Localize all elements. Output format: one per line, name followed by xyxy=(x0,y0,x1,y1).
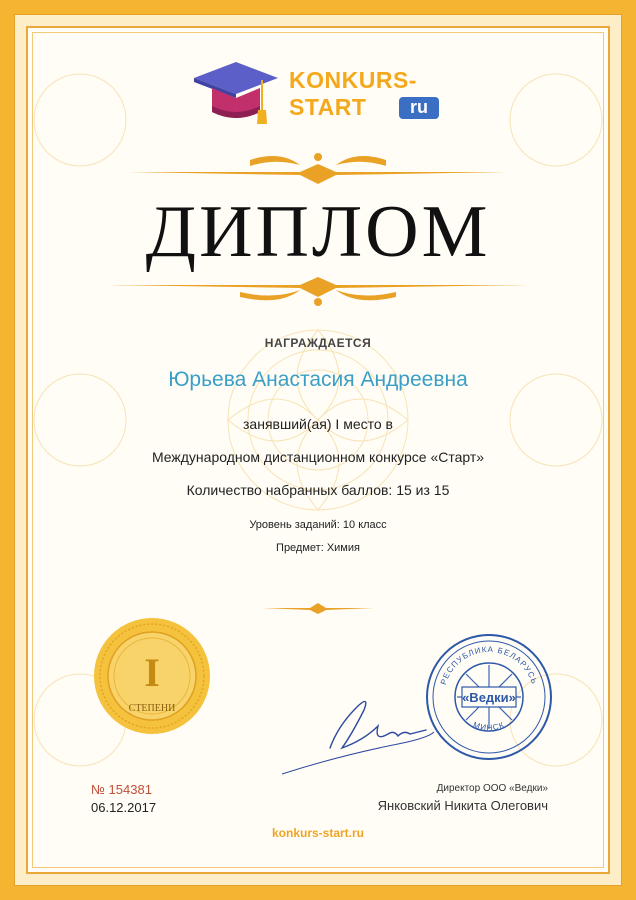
diploma-title: ДИПЛОМ xyxy=(145,191,491,273)
official-stamp xyxy=(424,632,554,762)
diploma-number: № 154381 xyxy=(91,782,152,797)
degree-medal xyxy=(92,616,212,736)
medal-label: СТЕПЕНИ xyxy=(128,703,176,714)
director-title: Директор ООО «Ведки» xyxy=(436,783,548,794)
stamp-ring-top: РЕСПУБЛИКА БЕЛАРУСЬ xyxy=(438,644,540,686)
place-text: занявший(ая) I место в xyxy=(243,416,393,432)
stamp-ring-bottom: МИНСК xyxy=(471,720,507,733)
contest-text: Международном дистанционном конкурсе «Старт» xyxy=(151,449,485,465)
logo-text-line1: KONKURS- xyxy=(289,67,417,93)
stamp-center-text: «Ведки» xyxy=(462,690,516,705)
director-name: Янковский Никита Олегович xyxy=(377,798,548,813)
score-text: Количество набранных баллов: 15 из 15 xyxy=(186,482,450,498)
website-link[interactable]: konkurs-start.ru xyxy=(271,826,365,840)
recipient-name: Юрьева Анастасия Андреевна xyxy=(168,368,468,391)
awarded-label: НАГРАЖДАЕТСЯ xyxy=(264,336,372,350)
level-text: Уровень заданий: 10 класс xyxy=(249,519,387,531)
subject-text: Предмет: Химия xyxy=(276,542,360,554)
medal-numeral: I xyxy=(144,650,160,695)
logo-text-line2: START xyxy=(289,94,367,120)
logo-ru-badge: ru xyxy=(399,97,439,119)
graduation-cap-icon xyxy=(190,58,282,128)
director-signature xyxy=(278,686,438,781)
issue-date: 06.12.2017 xyxy=(91,800,157,815)
